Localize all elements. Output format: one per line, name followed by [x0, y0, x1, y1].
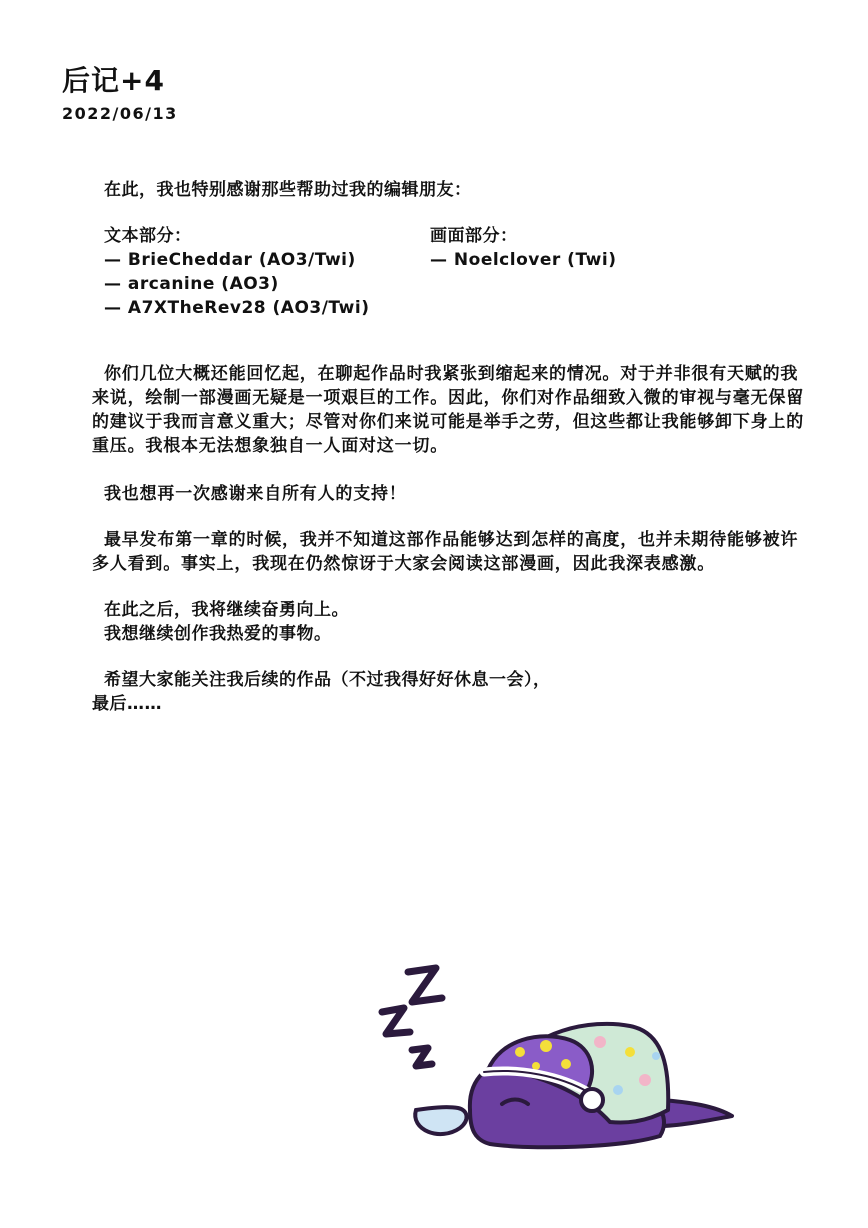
closing-line: 最后……: [92, 694, 162, 714]
credits-text-name: — A7XTheRev28 (AO3/Twi): [104, 298, 370, 318]
credits-text-label: 文本部分：: [104, 226, 192, 246]
closing-line: 在此之后，我将继续奋勇向上。: [104, 600, 349, 620]
body-paragraph: 最早发布第一章的时候，我并不知道这部作品能够达到怎样的高度，也并未期待能够被许多人看到。事实上，我现在仍然惊讶于大家会阅读这部漫画，因此我深表感激。: [92, 530, 799, 574]
page-title: 后记+4: [62, 64, 165, 97]
credits-art-name: — Noelclover (Twi): [430, 250, 617, 270]
credits-text-name: — BrieCheddar (AO3/Twi): [104, 250, 356, 270]
drool-bubble-icon: [415, 1107, 466, 1134]
closing-line: 希望大家能关注我后续的作品（不过我得好好休息一会），: [104, 670, 551, 690]
pompom-icon: [581, 1089, 603, 1111]
closing-line: 我想继续创作我热爱的事物。: [104, 624, 332, 644]
body-paragraph: 你们几位大概还能回忆起，在聊起作品时我紧张到缩起来的情况。对于并非很有天赋的我来说，绘制一部漫画无疑是一项艰巨的工作。因此，你们对作品细致入微的审视与毫无保留的建议于我而言意义重大；尽管对你们来说可能是举手之劳，但这些都让我能够卸下身上的重压。我根本无法想象独自一人面对这一切。: [92, 364, 804, 456]
intro-text: 在此，我也特别感谢那些帮助过我的编辑朋友：: [104, 180, 472, 200]
credits-art-label: 画面部分：: [430, 226, 518, 246]
body-paragraph: 我也想再一次感谢来自所有人的支持！: [104, 484, 407, 504]
page-date: 2022/06/13: [62, 104, 178, 123]
sleeping-mascot-illustration: [360, 960, 740, 1160]
credits-text-name: — arcanine (AO3): [104, 274, 279, 294]
tail-icon: [660, 1100, 732, 1126]
sleep-z-icon: [382, 968, 442, 1066]
